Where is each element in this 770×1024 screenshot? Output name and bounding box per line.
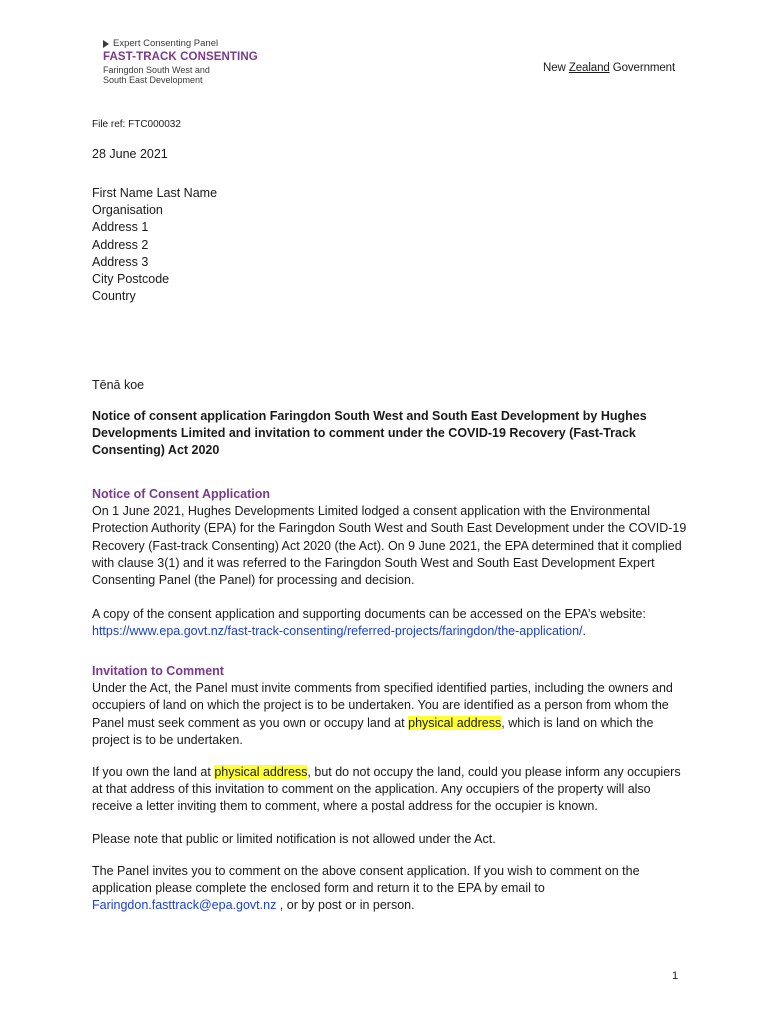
panel-sub — [103, 65, 258, 85]
page-number: 1 — [672, 970, 679, 982]
invitation-paragraph-2 — [92, 764, 692, 816]
notice-p2-end: . — [582, 624, 587, 639]
inv-p2-before: If you own the land at — [92, 765, 215, 780]
notice-paragraph-2 — [92, 606, 692, 640]
address-line: Country — [92, 289, 136, 304]
inv-p4-after: , or by post or in person. — [276, 898, 415, 913]
recipient-address — [92, 185, 217, 305]
subject-line: Notice of consent application Faringdon South West and South East Development by Hughes Developments Limited and invitation to comment under the COVID-19 Recovery (Fast-Track Consenting) Act 2020 — [92, 409, 647, 458]
file-reference: File ref: FTC000032 — [92, 119, 181, 130]
invitation-paragraph-1 — [92, 680, 692, 749]
notice-p2-text: A copy of the consent application and supporting documents can be accessed on the EPA’s website: — [92, 607, 646, 622]
nz-government-logo — [543, 62, 675, 74]
panel-top-line — [103, 39, 258, 49]
epa-application-link[interactable]: https://www.epa.govt.nz/fast-track-consenting/referred-projects/faringdon/the-application/ — [92, 624, 583, 639]
invitation-paragraph-3: Please note that public or limited notification is not allowed under the Act. — [92, 831, 496, 846]
notice-paragraph-1: On 1 June 2021, Hughes Developments Limited lodged a consent application with the Environmental Protection Authority (EPA) for the Faringdon South West and South East Development under the COVID-19 Recovery (Fast-track Consenting) Act 2020 (the Act). On 9 June 2021, the EPA determined that it complied with clause 3(1) and it was referred to the Faringdon South West and South East Development Expert Consenting Panel (the Panel) for processing and decision. — [92, 504, 687, 588]
invitation-paragraph-4 — [92, 863, 692, 915]
address-line: Organisation — [92, 203, 163, 218]
contact-email-link[interactable]: Faringdon.fasttrack@epa.govt.nz — [92, 898, 277, 913]
nz-gov-part3: Government — [609, 62, 676, 74]
address-line: Address 1 — [92, 220, 149, 235]
panel-logo — [103, 39, 258, 85]
physical-address-highlight: physical address — [214, 765, 308, 780]
address-line: City Postcode — [92, 272, 170, 287]
nz-gov-part1: New — [543, 62, 569, 74]
panel-brand: FAST-TRACK CONSENTING — [103, 50, 258, 63]
address-line: Address 2 — [92, 237, 149, 252]
invitation-section — [92, 663, 692, 914]
letter-date: 28 June 2021 — [92, 147, 168, 161]
address-line: First Name Last Name — [92, 186, 218, 200]
invitation-heading: Invitation to Comment — [92, 664, 224, 678]
nz-gov-part2: Zealand — [568, 62, 610, 74]
physical-address-highlight: physical address — [408, 715, 502, 730]
panel-sub-line1: Faringdon South West and — [103, 65, 210, 75]
notice-section — [92, 486, 692, 641]
panel-sub-line2: South East Development — [103, 75, 203, 85]
inv-p2-after: , but do not occupy the land, could you please inform any occupiers at that address of this invitation to comment on the application. Any occupiers of the property will also receive a letter inviting them to comment, where a postal address for the occupier is known. — [92, 765, 681, 814]
address-line: Address 3 — [92, 254, 149, 269]
greeting: Tēnā koe — [92, 378, 145, 392]
inv-p1-before: Under the Act, the Panel must invite comments from specified identified parties, including the owners and occupiers of land on which the project is to be undertaken. You are identified as a person from whom the Panel must seek comment as you own or occupy land at — [92, 681, 673, 730]
inv-p1-after: , which is land on which the project is to be undertaken. — [92, 715, 654, 747]
panel-top-label: Expert Consenting Panel — [113, 38, 219, 49]
notice-heading: Notice of Consent Application — [92, 487, 271, 501]
inv-p4-before: The Panel invites you to comment on the above consent application. If you wish to comment on the application please complete the enclosed form and return it to the EPA by email to — [92, 863, 640, 896]
triangle-icon — [103, 40, 109, 48]
